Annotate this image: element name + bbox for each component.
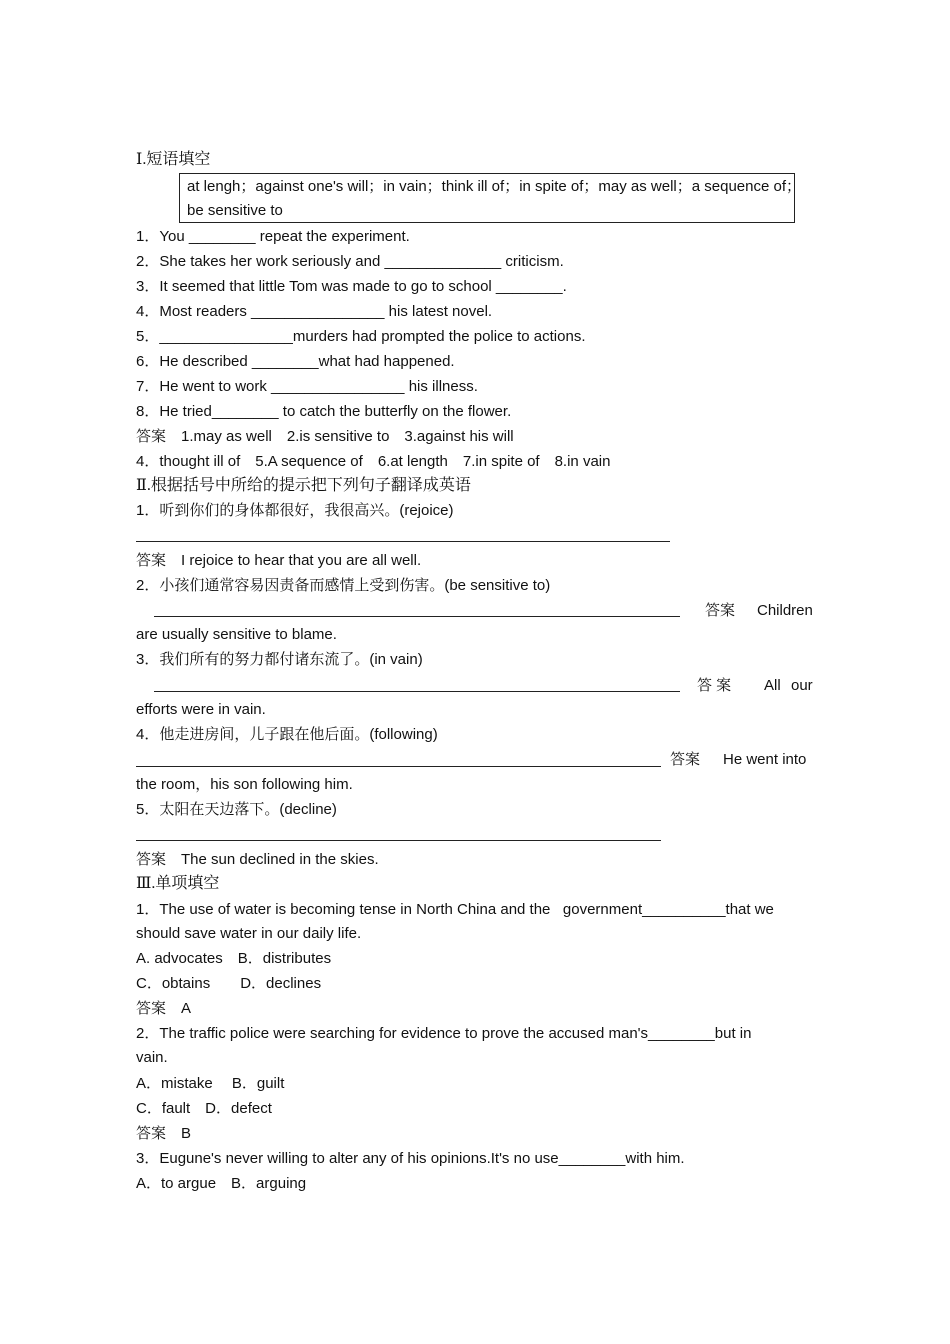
translate-q2: 2．小孩们通常容易因责备而感情上受到伤害。(be sensitive to) — [136, 577, 551, 594]
translate-q3: 3．我们所有的努力都付诸东流了。(in vain) — [136, 651, 423, 668]
fill-item-2: 2．She takes her work seriously and ______________ criticism. — [136, 253, 564, 270]
fill-item-4: 4．Most readers ________________ his latest novel. — [136, 303, 493, 320]
answer-line-1: 答案 1.may as well 2.is sensitive to 3.against his will — [136, 428, 514, 445]
mc-q1-options-cd: C．obtains D．declines — [136, 975, 322, 992]
mc-q1-line1: 1．The use of water is becoming tense in North China and the government__________that we — [136, 901, 774, 918]
translate-a3-label: 答 案 — [697, 677, 732, 694]
word-bank-line-2: be sensitive to — [187, 202, 283, 219]
mc-q2-options-ab: A．mistake B．guilt — [136, 1075, 285, 1092]
mc-q2-options-cd: C．fault D．defect — [136, 1100, 272, 1117]
mc-q3-options-ab: A．to argue B．arguing — [136, 1175, 307, 1192]
section3-heading: Ⅲ.单项填空 — [136, 875, 220, 892]
mc-q3-line1: 3．Eugune's never willing to alter any of his opinions.It's no use________with him. — [136, 1150, 685, 1167]
word-bank-box — [179, 173, 801, 223]
mc-q2-line2: vain. — [136, 1049, 168, 1066]
translate-a3-part2: efforts were in vain. — [136, 701, 266, 718]
fill-item-1: 1．You ________ repeat the experiment. — [136, 228, 410, 245]
translate-a4-label: 答案 — [670, 751, 701, 768]
answer-blank-1 — [136, 541, 670, 542]
section2-heading: Ⅱ.根据括号中所给的提示把下列句子翻译成英语 — [136, 477, 471, 494]
translate-a2-part2: are usually sensitive to blame. — [136, 626, 337, 643]
mc-q1-options-ab: A. advocates B．distributes — [136, 950, 332, 967]
translate-a3-part1b: our — [791, 677, 813, 694]
answer-blank-3 — [154, 691, 680, 692]
translate-a2-label: 答案 — [705, 602, 736, 619]
translate-q4: 4．他走进房间，儿子跟在他后面。(following) — [136, 726, 438, 743]
answer-blank-2 — [154, 616, 680, 617]
fill-item-8: 8．He tried________ to catch the butterfly on the flower. — [136, 403, 512, 420]
translate-q5: 5．太阳在天边落下。(decline) — [136, 801, 337, 818]
mc-q2-answer: 答案 B — [136, 1125, 192, 1142]
mc-q1-answer: 答案 A — [136, 1000, 192, 1017]
fill-item-5: 5．________________murders had prompted the police to actions. — [136, 328, 586, 345]
mc-q1-line2: should save water in our daily life. — [136, 925, 362, 942]
answer-line-2: 4．thought ill of 5.A sequence of 6.at length 7.in spite of 8.in vain — [136, 453, 611, 470]
word-bank-line-1: at lengh；against one's will；in vain；think ill of；in spite of；may as well；a sequence of； — [187, 178, 801, 195]
fill-item-6: 6．He described ________what had happened. — [136, 353, 455, 370]
translate-a4-part2: the room，his son following him. — [136, 776, 353, 793]
translate-a4-part1: He went into — [723, 751, 807, 768]
answer-blank-5 — [136, 840, 661, 841]
translate-a1: 答案 I rejoice to hear that you are all well. — [136, 552, 422, 569]
fill-item-7: 7．He went to work ________________ his illness. — [136, 378, 478, 395]
translate-a3-part1a: All — [764, 677, 781, 694]
fill-item-3: 3．It seemed that little Tom was made to go to school ________. — [136, 278, 567, 295]
translate-a5: 答案 The sun declined in the skies. — [136, 851, 379, 868]
translate-a2-part1: Children — [757, 602, 813, 619]
answer-blank-4 — [136, 766, 661, 767]
translate-q1: 1．听到你们的身体都很好，我很高兴。(rejoice) — [136, 502, 454, 519]
mc-q2-line1: 2．The traffic police were searching for evidence to prove the accused man's________but in — [136, 1025, 752, 1042]
section1-heading: Ⅰ.短语填空 — [136, 151, 211, 168]
